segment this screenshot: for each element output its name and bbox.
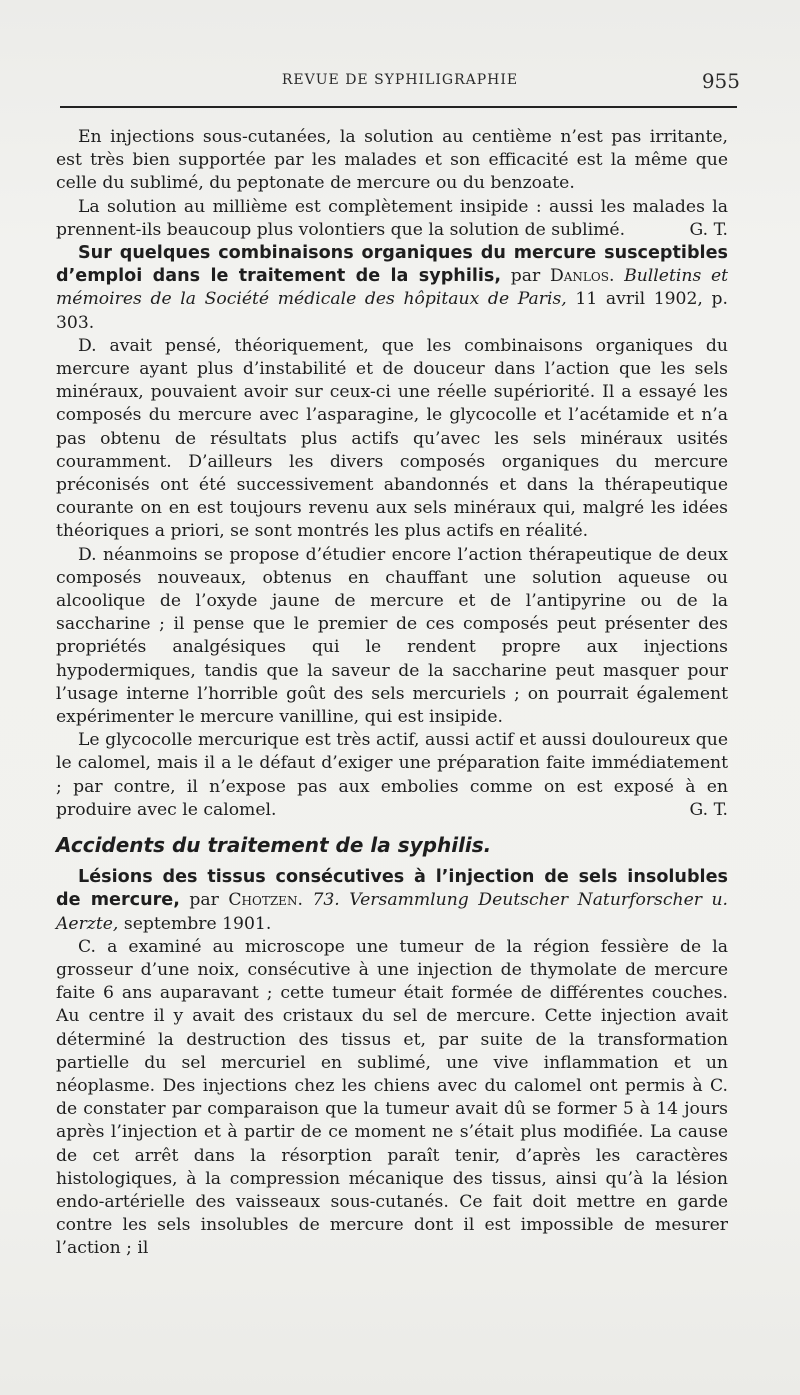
article-source: Bulletins et mémoires de la Société médicale des hôpitaux de Paris,	[56, 266, 729, 310]
page-number: 955	[701, 69, 740, 93]
author-initials: G. T.	[689, 799, 728, 820]
author-initials: G. T.	[689, 219, 728, 240]
article-par: par	[510, 266, 541, 287]
paragraph-glycocolle-text: Le glycocolle mercurique est très actif, aussi actif et aussi douloureux que le calomel, mais il a le défaut d’exiger une préparation faite immédiatement ; par contre, il n’expose pas aux embolies comme on est exposé à en produire avec le calomel.	[56, 730, 728, 820]
article-date: septembre 1901.	[123, 913, 272, 934]
article-heading-tissue-lesions	[56, 866, 728, 936]
article-author: Chotzen.	[228, 890, 303, 911]
paragraph-theory: D. avait pensé, théoriquement, que les combinaisons organiques du mercure ayant plus d’instabilité et de douceur dans l’action que les sels minéraux, pouvaient avoir sur ceux-ci une réelle supériorité. Il a essayé les composés du mercure avec l’asparagine, le glycocolle et l’acétamide et n’a pas obtenu de résultats plus actifs qu’avec les sels minéraux usités couramment. D’ailleurs les divers composés organiques du mercure préconisés ont été successivement abandonnés et dans la thérapeutique courante on en est toujours revenu aux sels minéraux qui, malgré les idées théoriques a priori, se sont montrés les plus actifs en réalité.	[56, 335, 728, 542]
article-title: Lésions des tissus consécutives à l’injection de sels insolubles de mercure,	[56, 867, 728, 911]
article-date: 11 avril 1902, p. 303.	[56, 289, 728, 333]
article-heading-organic-mercury	[56, 242, 728, 335]
article-title: Sur quelques combinaisons organiques du mercure susceptibles d’emploi dans le traitement de la syphilis,	[56, 243, 728, 287]
paragraph-microscope-study: C. a examiné au microscope une tumeur de la région fessière de la grosseur d’une noix, consécutive à une injection de thymolate de mercure faite 6 ans auparavant ; cette tumeur était formée de différentes couches. Au centre il y avait des cristaux du sel de mercure. Cette injection avait déterminé la destruction des tissus et, par suite de la transformation partielle du sel mercuriel en sublimé, une vive inflammation et un néoplasme. Des injections chez les chiens avec du calomel ont permis à C. de constater par comparaison que la tumeur avait dû se former 5 à 14 jours après l’injection et à partir de ce moment ne s’était plus modifiée. La cause de cet arrêt dans la résorption paraît tenir, d’après les caractères histologiques, à la compression mécanique des tissus, ainsi qu’à la lésion endo-artérielle des vaisseaux sous-cutanés. Ce fait doit mettre en garde contre les sels insolubles de mercure dont il est impossible de mesurer l’action ; il	[56, 936, 728, 1259]
article-source: 73. Versammlung Deutscher Naturforscher u. Aerzte,	[56, 890, 728, 934]
article-par: par	[189, 890, 219, 911]
running-header	[60, 69, 740, 96]
section-heading: Accidents du traitement de la syphilis.	[56, 833, 492, 858]
article-body	[56, 126, 728, 1261]
paragraph-glycocolle	[56, 729, 728, 822]
article-author: Danlos.	[549, 266, 615, 287]
header-rule	[60, 106, 737, 108]
paragraph-milliemme-solution	[56, 196, 728, 242]
journal-title: REVUE DE SYPHILIGRAPHIE	[281, 72, 519, 88]
paragraph-milliemme-text: La solution au millième est complètement insipide : aussi les malades la prennent-ils beaucoup plus volontiers que la solution de sublimé.	[56, 196, 728, 240]
paragraph-new-compounds: D. néanmoins se propose d’étudier encore l’action thérapeutique de deux composés nouveaux, obtenus en chauffant une solution aqueuse ou alcoolique de l’oxyde jaune de mercure et de l’antipyrine ou de la saccharine ; il pense que le premier de ces composés peut présenter des propriétés analgésiques qui le rendent propre aux injections hypodermiques, tandis que la saveur de la saccharine peut masquer pour l’usage interne l’horrible goût des sels mercuriels ; on pourrait également expérimenter le mercure vanilline, qui est insipide.	[56, 544, 728, 728]
paragraph-subcutaneous-injections: En injections sous-cutanées, la solution au centième n’est pas irritante, est très bien supportée par les malades et son efficacité est la même que celle du sublimé, du peptonate de mercure ou du benzoate.	[56, 127, 728, 194]
